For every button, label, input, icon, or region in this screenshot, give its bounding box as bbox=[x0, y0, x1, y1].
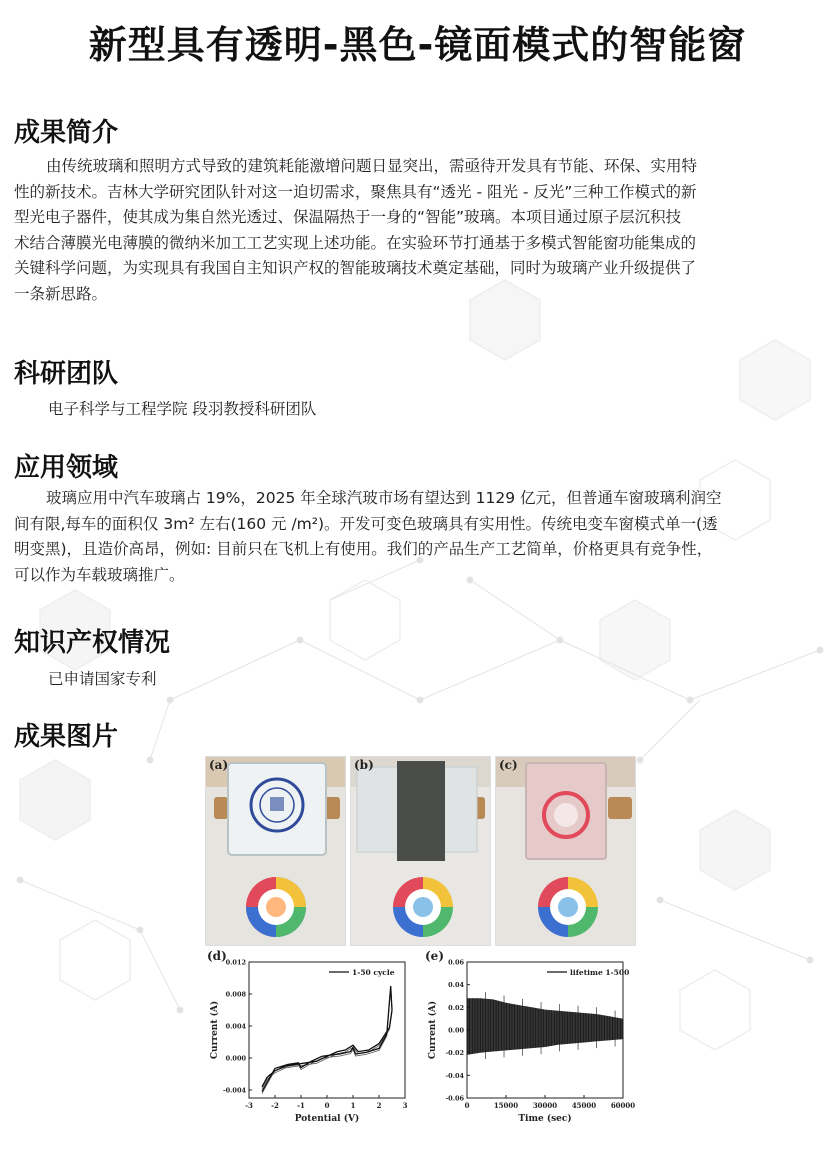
series-line bbox=[262, 986, 392, 1092]
panel-label-a: (a) bbox=[209, 758, 229, 772]
team-heading: 科研团队 bbox=[14, 359, 119, 389]
x-tick-label: 0 bbox=[464, 1101, 470, 1110]
x-tick-label: 2 bbox=[376, 1101, 382, 1110]
intro-line: 型光电子器件，使其成为集自然光透过、保温隔热于一身的“智能”玻璃。本项目通过原子层沉积技 bbox=[14, 208, 682, 226]
application-line: 明变黑)，且造价高昂，例如: 目前只在飞机上有使用。我们的产品生产工艺简单，价格更具有竞争性， bbox=[14, 540, 713, 558]
y-axis-label: Current (A) bbox=[210, 1000, 220, 1060]
x-tick-label: -2 bbox=[271, 1101, 279, 1110]
y-tick-label: -0.06 bbox=[445, 1094, 464, 1103]
y-tick-label: -0.004 bbox=[222, 1086, 246, 1095]
x-tick-label: 1 bbox=[350, 1101, 356, 1110]
x-tick-label: 30000 bbox=[532, 1101, 558, 1110]
x-tick-label: 0 bbox=[324, 1101, 330, 1110]
legend-label: lifetime 1-500 bbox=[570, 968, 630, 977]
pictures-heading: 成果图片 bbox=[14, 722, 119, 752]
y-tick-label: 0.012 bbox=[225, 958, 246, 967]
x-tick-label: -3 bbox=[245, 1101, 253, 1110]
y-axis-label: Current (A) bbox=[428, 1000, 438, 1060]
series-envelope bbox=[467, 998, 623, 1055]
plot-d-svg bbox=[205, 948, 417, 1128]
plot-frame bbox=[249, 962, 405, 1098]
photo-transparent-mode bbox=[205, 756, 346, 946]
x-tick-label: -1 bbox=[297, 1101, 305, 1110]
plot-cv-curve bbox=[205, 948, 417, 1128]
application-heading: 应用领域 bbox=[14, 453, 119, 483]
application-paragraph bbox=[14, 486, 824, 588]
legend-label: 1-50 cycle bbox=[352, 968, 395, 977]
result-figure bbox=[205, 756, 635, 1131]
x-axis-label: Potential (V) bbox=[294, 1114, 360, 1124]
page-title: 新型具有透明-黑色-镜面模式的智能窗 bbox=[88, 23, 747, 67]
intro-paragraph bbox=[14, 154, 824, 307]
y-tick-label: 0.004 bbox=[225, 1022, 246, 1031]
y-tick-label: 0.02 bbox=[448, 1003, 464, 1012]
panel-label-c: (c) bbox=[499, 758, 518, 772]
x-tick-label: 3 bbox=[402, 1101, 408, 1110]
x-tick-label: 60000 bbox=[610, 1101, 635, 1110]
y-tick-label: 0.04 bbox=[448, 981, 464, 990]
panel-label-d: (d) bbox=[207, 949, 227, 963]
y-tick-label: 0.008 bbox=[225, 990, 246, 999]
intro-line: 性的新技术。吉林大学研究团队针对这一迫切需求，聚焦具有“透光 - 阻光 - 反光”三种工作模式的新 bbox=[14, 182, 697, 201]
team-text: 电子科学与工程学院 段羽教授科研团队 bbox=[48, 400, 317, 418]
x-axis-label: Time (sec) bbox=[518, 1114, 572, 1124]
series-line bbox=[262, 988, 392, 1094]
plot-lifetime bbox=[423, 948, 635, 1128]
x-tick-label: 45000 bbox=[571, 1101, 597, 1110]
intro-line: 由传统玻璃和照明方式导致的建筑耗能激增问题日显突出，需亟待开发具有节能、环保、实用特 bbox=[46, 157, 698, 175]
ip-heading: 知识产权情况 bbox=[14, 628, 171, 658]
panel-label-e: (e) bbox=[425, 949, 444, 963]
color-wheel-logo bbox=[246, 877, 306, 937]
photo-black-mode bbox=[350, 756, 491, 946]
plot-e-svg bbox=[423, 948, 635, 1128]
y-tick-label: 0.06 bbox=[448, 958, 464, 967]
y-tick-label: 0.00 bbox=[448, 1026, 464, 1035]
intro-line: 关键科学问题，为实现具有我国自主知识产权的智能玻璃技术奠定基础，同时为玻璃产业升级提供了 bbox=[14, 259, 697, 277]
intro-heading: 成果简介 bbox=[14, 118, 119, 148]
photo-mirror-mode bbox=[495, 756, 636, 946]
application-line: 玻璃应用中汽车玻璃占 19%，2025 年全球汽玻市场有望达到 1129 亿元，但普通车窗玻璃利润空 bbox=[46, 489, 722, 507]
ip-text: 已申请国家专利 bbox=[48, 670, 157, 688]
intro-line: 一条新思路。 bbox=[14, 284, 108, 303]
intro-line: 术结合薄膜光电薄膜的微纳米加工工艺实现上述功能。在实验环节打通基于多模式智能窗功能集成的 bbox=[14, 233, 697, 252]
x-tick-label: 15000 bbox=[493, 1101, 519, 1110]
application-line: 间有限,每车的面积仅 3m² 左右(160 元 /m²)。开发可变色玻璃具有实用性。传统电变车窗模式单一(透 bbox=[14, 514, 718, 533]
y-tick-label: 0.000 bbox=[225, 1054, 246, 1063]
y-tick-label: -0.02 bbox=[445, 1049, 464, 1058]
y-tick-label: -0.04 bbox=[445, 1071, 464, 1080]
panel-label-b: (b) bbox=[354, 758, 374, 772]
application-line: 可以作为车载玻璃推广。 bbox=[14, 565, 185, 584]
